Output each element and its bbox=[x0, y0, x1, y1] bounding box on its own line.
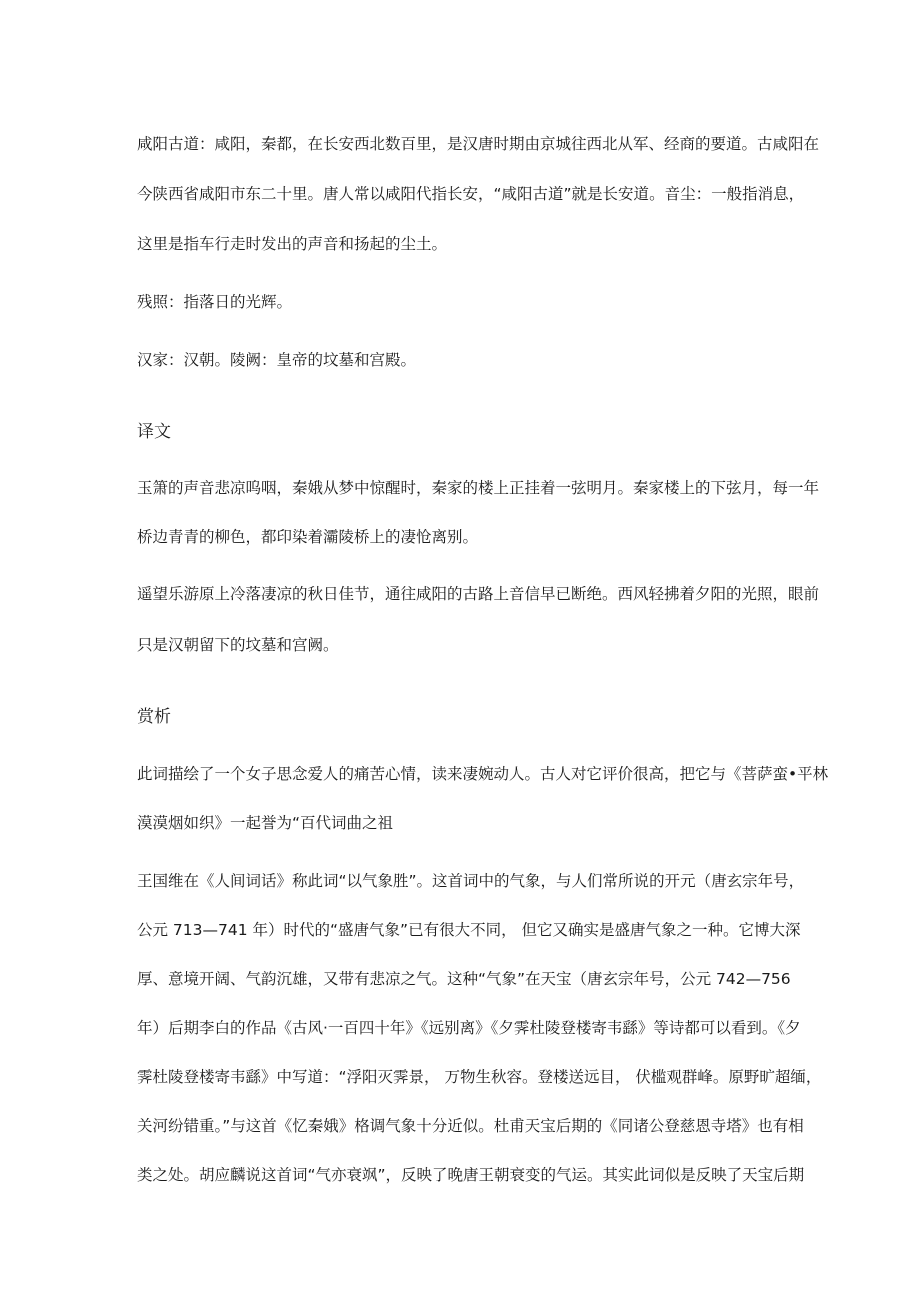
appreciation-heading: 赏析 bbox=[137, 707, 171, 727]
translation-p2-line-1: 遥望乐游原上冷落凄凉的秋日佳节，通往咸阳的古路上音信早已断绝。西风轻拂着夕阳的光照，眼前 bbox=[137, 585, 820, 603]
notes-p3: 汉家：汉朝。陵阙：皇帝的坟墓和宫殿。 bbox=[137, 351, 417, 369]
notes-p1-line-2: 今陕西省咸阳市东二十里。唐人常以咸阳代指长安，“咸阳古道”就是长安道。音尘：一般指消息， bbox=[137, 185, 805, 203]
notes-p1-line-1: 咸阳古道：咸阳，秦都，在长安西北数百里，是汉唐时期由京城往西北从军、经商的要道。古咸阳在 bbox=[137, 135, 820, 153]
appreciation-p2-line-2: 公元 713—741 年）时代的“盛唐气象”已有很大不同， 但它又确实是盛唐气象之一种。它博大深 bbox=[137, 921, 801, 939]
translation-heading: 译文 bbox=[137, 422, 171, 442]
translation-p2-line-2: 只是汉朝留下的坟墓和宫阙。 bbox=[137, 636, 339, 654]
notes-p2: 残照：指落日的光辉。 bbox=[137, 293, 293, 311]
notes-p1-line-3: 这里是指车行走时发出的声音和扬起的尘土。 bbox=[137, 235, 448, 253]
translation-p1-line-1: 玉箫的声音悲凉呜咽，秦娥从梦中惊醒时，秦家的楼上正挂着一弦明月。秦家楼上的下弦月，每一年 bbox=[137, 479, 820, 497]
appreciation-p2-line-3: 厚、意境开阔、气韵沉雄，又带有悲凉之气。这种“气象”在天宝（唐玄宗年号，公元 742—756 bbox=[137, 970, 791, 988]
appreciation-p2-line-6: 关河纷错重。”与这首《忆秦娥》格调气象十分近似。杜甫天宝后期的《同诸公登慈恩寺塔》也有相 bbox=[137, 1117, 804, 1135]
appreciation-p2-line-1: 王国维在《人间词话》称此词“以气象胜”。这首词中的气象，与人们常所说的开元（唐玄宗年号， bbox=[137, 872, 805, 890]
appreciation-p1-line-2: 漠漠烟如织》一起誉为“百代词曲之祖 bbox=[137, 814, 394, 832]
appreciation-p2-line-7: 类之处。胡应麟说这首词“气亦衰飒”，反映了晚唐王朝衰变的气运。其实此词似是反映了天宝后期 bbox=[137, 1166, 805, 1184]
appreciation-p2-line-5: 霁杜陵登楼寄韦繇》中写道：“浮阳灭霁景， 万物生秋容。登楼送远目， 伏槛观群峰。原野旷超缅， bbox=[137, 1068, 822, 1086]
translation-p1-line-2: 桥边青青的柳色，都印染着灞陵桥上的凄怆离别。 bbox=[137, 528, 479, 546]
appreciation-p2-line-4: 年）后期李白的作品《古风·一百四十年》《远别离》《夕霁杜陵登楼寄韦繇》等诗都可以看到。《夕 bbox=[137, 1019, 801, 1037]
appreciation-p1-line-1: 此词描绘了一个女子思念爱人的痛苦心情，读来凄婉动人。古人对它评价很高，把它与《菩萨蛮•平林 bbox=[137, 765, 829, 783]
